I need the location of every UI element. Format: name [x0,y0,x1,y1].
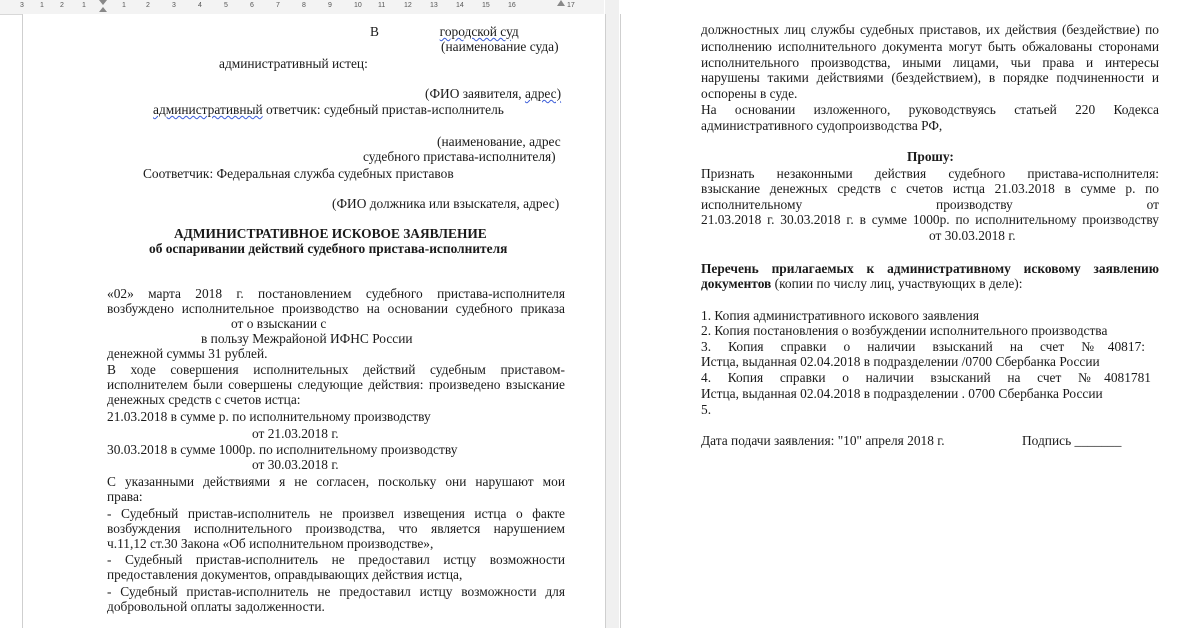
court-note: (наименование суда) [441,39,559,54]
body-line: исполнению исполнительного документа могут быть обжалованы сторонами [701,39,1159,54]
ruler-tick: 12 [404,2,412,9]
body-line: денежных средств с счетов истца: [107,392,301,407]
body-line: «02» марта 2018 г. постановлением судебного пристава-исполнителя [107,286,565,301]
body-line: В ходе совершения исполнительных действий судебным приставом- [107,362,565,377]
ruler-tick: 3 [20,2,24,9]
ruler-tick: 10 [354,2,362,9]
ask-line: Признать незаконными действия судебного пристава-исполнителя: [701,166,1159,181]
body-line: возбуждения исполнительного производства, что является нарушением [107,521,565,536]
body-line: 21.03.2018 в сумме р. по исполнительному производству [107,409,431,424]
ruler-tick: 4 [198,2,202,9]
ruler-tick: 16 [508,2,516,9]
body-line: оспорены в суде. [701,86,798,101]
attachments-heading: Перечень прилагаемых к административному исковому заявлению [701,261,1159,276]
plaintiff-note: (ФИО заявителя, адрес) [425,86,562,101]
attachment-item: 4. Копия справки о наличии взысканий на счет №4081781 [701,370,1151,385]
ruler-tick: 3 [172,2,176,9]
body-line: от о взыскании с [231,316,327,331]
attachments-heading-cont: документов (копии по числу лиц, участвующих в деле): [701,276,1023,291]
body-line: - Судебный пристав-исполнитель не произвел извещения истца о факте [107,506,565,521]
ask-line: исполнительному производству от [701,197,1159,212]
debtor-note: (ФИО должника или взыскателя, адрес) [332,196,560,211]
ruler-tick: 17 [567,2,575,9]
body-line: нарушены такими действиями (бездействием), в порядке подчиненности и [701,70,1159,85]
body-line: 30.03.2018 в сумме 1000р. по исполнительному производству [107,442,458,457]
body-line: в пользу Межрайоной ИФНС России [201,331,413,346]
body-line: ч.11,12 ст.30 Закона «Об исполнительном производстве», [107,536,434,551]
body-line: - Судебный пристав-исполнитель не предоставил истцу возможности [107,552,565,567]
body-line: добровольной оплаты задолженности. [107,599,325,614]
attachment-item: Истца, выданная 02.04.2018 в подразделении . 0700 Сбербанка России [701,386,1103,401]
plaintiff-label: административный истец: [219,56,368,71]
body-line: права: [107,489,143,504]
right-indent-marker-icon[interactable] [557,0,565,8]
body-line: исполнителем были совершены следующие действия: произведено взыскание [107,377,565,392]
body-line: - Судебный пристав-исполнитель не предоставил истцу возможности для [107,584,565,599]
ruler-tick: 1 [122,2,126,9]
signature-line: Подпись _______ [1022,433,1122,448]
body-line: исполнительного производства, иными лицами, чьи права и интересы [701,55,1159,70]
respondent-label: административный ответчик: судебный пристав-исполнитель [153,102,504,117]
attachment-item: 5. [701,402,712,417]
body-line: денежной суммы 31 рублей. [107,346,268,361]
ruler-tick: 14 [456,2,464,9]
horizontal-ruler[interactable] [0,0,604,15]
page-gutter [605,0,619,628]
ask-line: 21.03.2018 г. 30.03.2018 г. в сумме 1000р. по исполнительному производству [701,212,1159,227]
ruler-tick: 5 [224,2,228,9]
attachment-item: 2. Копия постановления о возбуждении исполнительного производства [701,323,1108,338]
ruler-tick: 6 [250,2,254,9]
ruler-tick: 7 [276,2,280,9]
attachment-item: 3. Копия справки о наличии взысканий на счет №40817: [701,339,1145,354]
ruler-tick: 11 [378,2,386,9]
ruler-tick: 2 [60,2,64,9]
ruler-tick: 9 [328,2,332,9]
respondent-note-2: судебного пристава-исполнителя) [363,149,556,164]
body-line: возбуждено исполнительное производство на основании судебного приказа [107,301,565,316]
body-line: административного судопроизводства РФ, [701,118,943,133]
body-line: от 21.03.2018 г. [252,426,339,441]
ask-line: взыскание денежных средств с счетов истца 21.03.2018 в сумме р. по [701,181,1159,196]
court-line: В городской суд [370,24,519,39]
ask-heading: Прошу: [907,149,954,164]
ruler-tick: 8 [302,2,306,9]
attachment-item: 1. Копия административного искового заявления [701,308,979,323]
ruler-tick: 13 [430,2,438,9]
body-line: С указанными действиями я не согласен, поскольку они нарушают мои [107,474,565,489]
ruler-tick: 1 [82,2,86,9]
body-line: предоставления документов, оправдывающих действия истца, [107,567,463,582]
document-page-left[interactable] [22,14,606,628]
ruler-tick: 1 [40,2,44,9]
document-title: АДМИНИСТРАТИВНОЕ ИСКОВОЕ ЗАЯВЛЕНИЕ [174,226,487,241]
ruler-tick: 15 [482,2,490,9]
body-line: от 30.03.2018 г. [252,457,339,472]
document-subtitle: об оспаривании действий судебного пристава-исполнителя [149,241,508,256]
attachment-item: Истца, выданная 02.04.2018 в подразделении /0700 Сбербанка России [701,354,1100,369]
ruler-tick: 2 [146,2,150,9]
respondent-note-1: (наименование, адрес [437,134,561,149]
body-line: На основании изложенного, руководствуясь статьей 220 Кодекса [701,102,1159,117]
document-page-right[interactable] [620,14,1200,628]
submission-date: Дата подачи заявления: "10" апреля 2018 г. [701,433,945,448]
ask-line: от 30.03.2018 г. [929,228,1016,243]
co-respondent: Соответчик: Федеральная служба судебных приставов [143,166,454,181]
body-line: должностных лиц службы судебных приставов, их действия (бездействие) по [701,22,1159,37]
indent-marker-icon[interactable] [99,0,107,8]
